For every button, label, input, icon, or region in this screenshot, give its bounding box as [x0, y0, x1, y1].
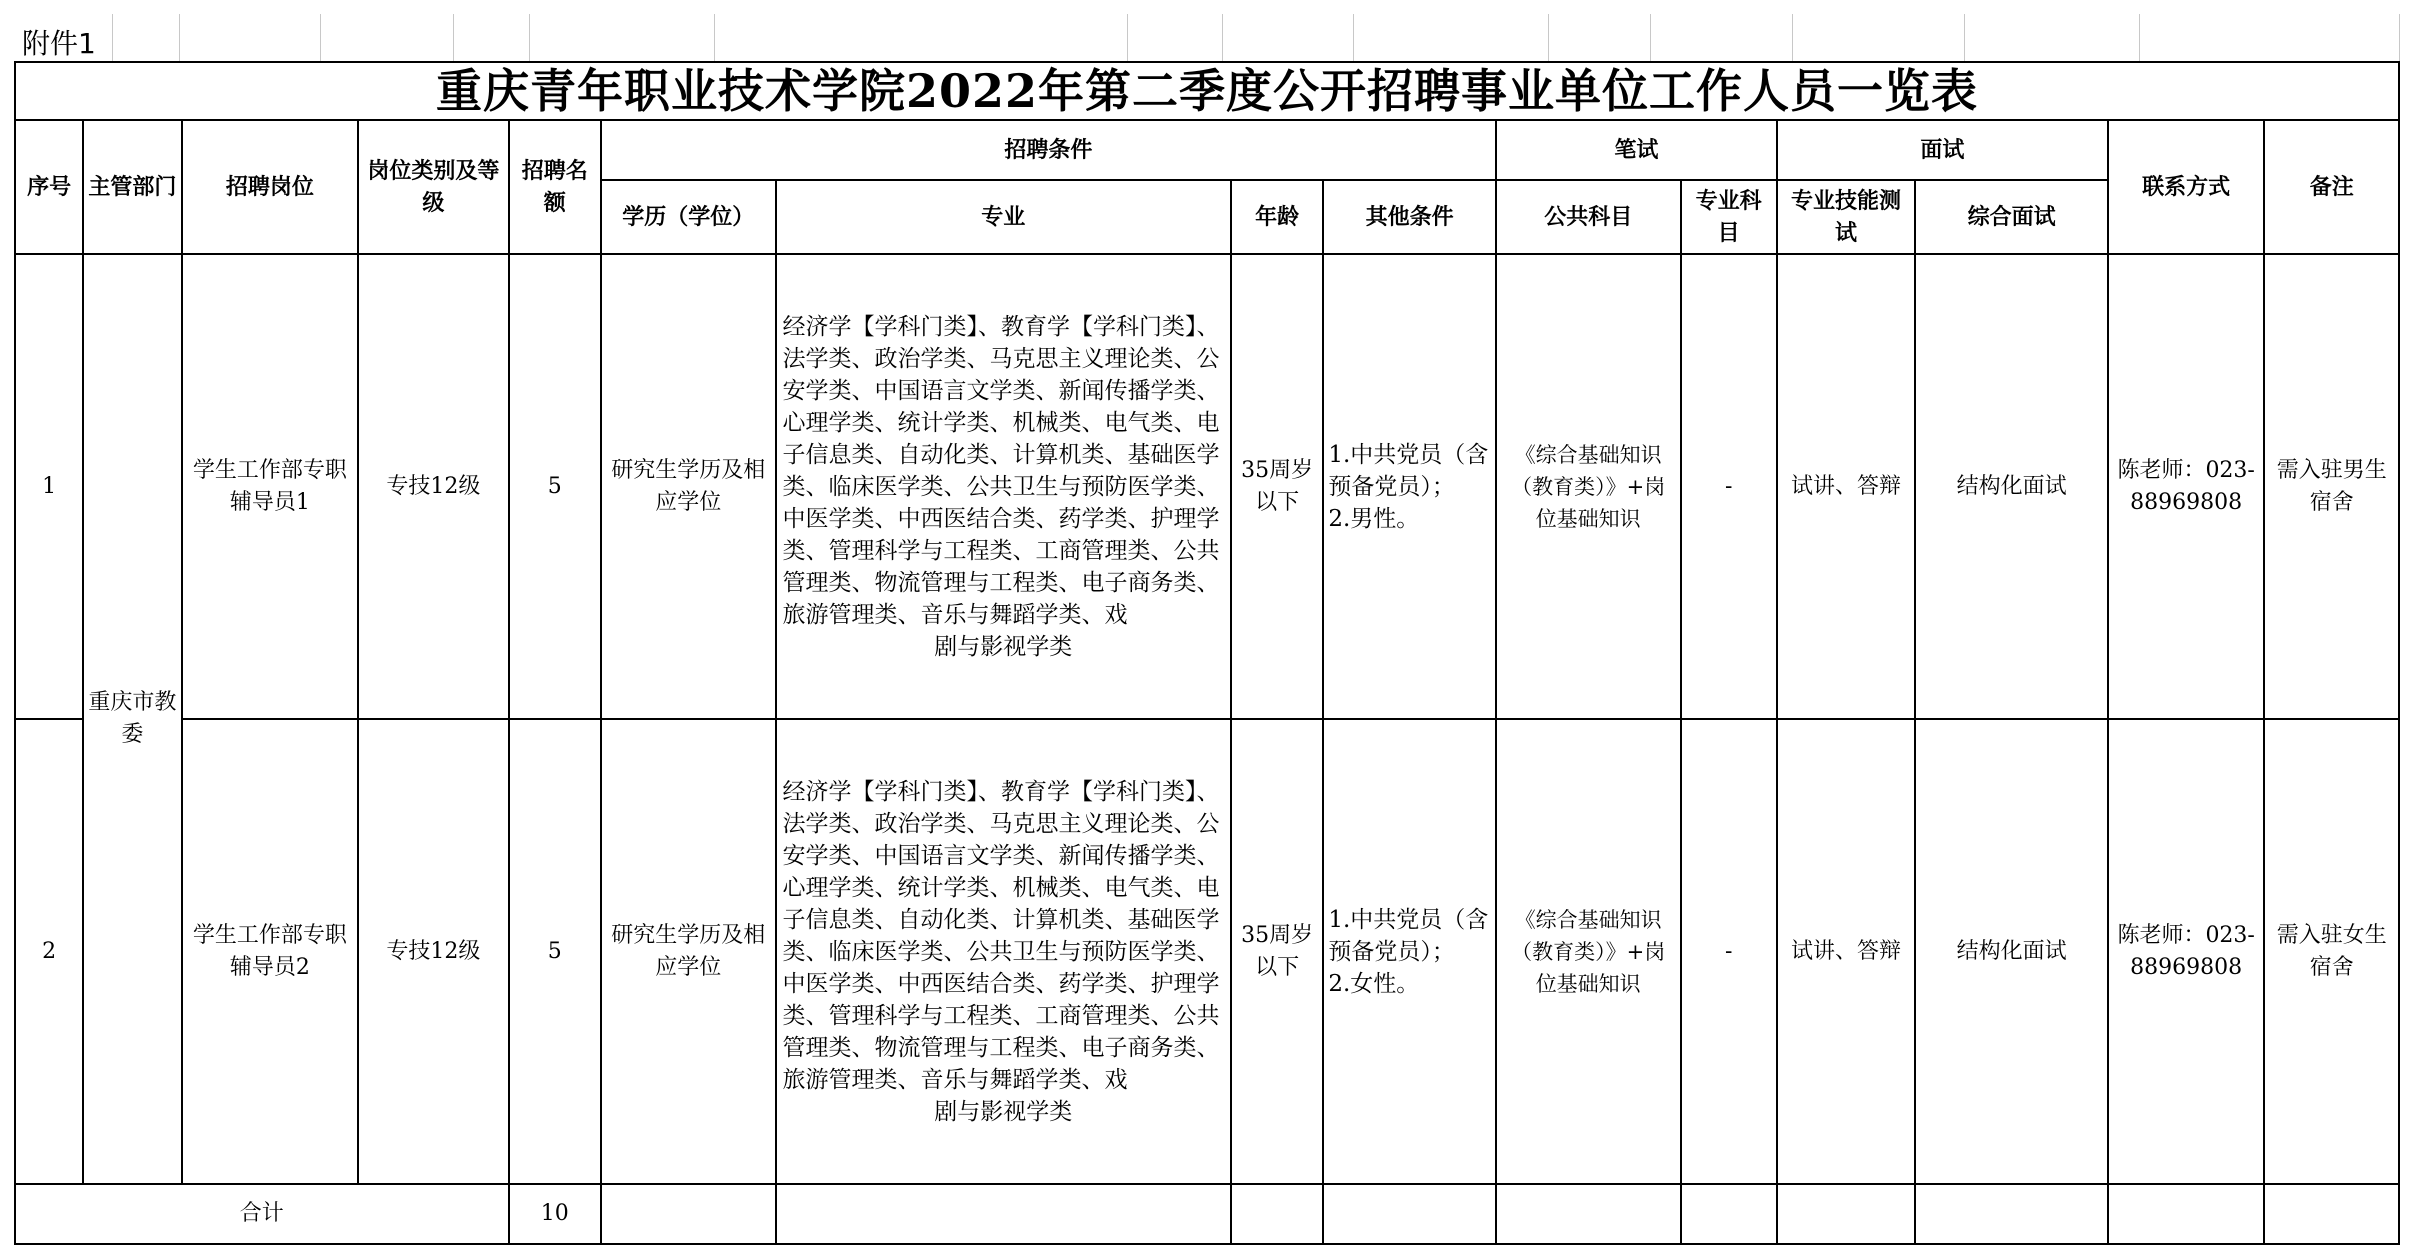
- cell-age: 35周岁以下: [1231, 254, 1323, 719]
- table-row: [15, 254, 2399, 719]
- major-text: 经济学【学科门类】、教育学【学科门类】、法学类、政治学类、马克思主义理论类、公安学类、中国语言文学类、新闻传播学类、心理学类、统计学类、机械类、电气类、电子信息类、自动化类、计算机类、基础医学类、临床医学类、公共卫生与预防医学类、中医学类、中西医结合类、药学类、护理学类、管理科学与工程类、工商管理类、公共管理类、物流管理与工程类、电子商务类、旅游管理类、音乐与舞蹈学类、戏: [782, 313, 1220, 628]
- header-interview: 面试: [1777, 120, 2108, 180]
- header-dept: 主管部门: [83, 120, 181, 254]
- cell-major-subject: -: [1681, 719, 1777, 1184]
- total-empty: [1231, 1184, 1323, 1244]
- other-condition-2: 2.女性。: [1328, 970, 1420, 997]
- total-empty: [2264, 1184, 2399, 1244]
- cell-major-subject: -: [1681, 254, 1777, 719]
- header-general-interview: 综合面试: [1915, 180, 2108, 254]
- total-quota: 10: [509, 1184, 601, 1244]
- header-category: 岗位类别及等级: [358, 120, 509, 254]
- cell-seq: 1: [15, 254, 83, 719]
- cell-remark: 需入驻女生宿舍: [2264, 719, 2399, 1184]
- major-text: 经济学【学科门类】、教育学【学科门类】、法学类、政治学类、马克思主义理论类、公安学类、中国语言文学类、新闻传播学类、心理学类、统计学类、机械类、电气类、电子信息类、自动化类、计算机类、基础医学类、临床医学类、公共卫生与预防医学类、中医学类、中西医结合类、药学类、护理学类、管理科学与工程类、工商管理类、公共管理类、物流管理与工程类、电子商务类、旅游管理类、音乐与舞蹈学类、戏: [782, 778, 1220, 1093]
- header-contact: 联系方式: [2108, 120, 2265, 254]
- total-empty: [1323, 1184, 1496, 1244]
- cell-seq: 2: [15, 719, 83, 1184]
- cell-contact: 陈老师：023-88969808: [2108, 719, 2265, 1184]
- cell-contact: 陈老师：023-88969808: [2108, 254, 2265, 719]
- cell-public-subject: 《综合基础知识（教育类）》+岗位基础知识: [1496, 719, 1681, 1184]
- other-condition-1: 1.中共党员（含预备党员）；: [1328, 441, 1489, 500]
- major-text-last: 剧与影视学类: [934, 633, 1073, 660]
- total-empty: [2108, 1184, 2265, 1244]
- cell-other-conditions: [1323, 719, 1496, 1184]
- table-title: 重庆青年职业技术学院2022年第二季度公开招聘事业单位工作人员一览表: [15, 62, 2399, 120]
- header-written: 笔试: [1496, 120, 1777, 180]
- header-quota: 招聘名额: [509, 120, 601, 254]
- cell-department: 重庆市教委: [83, 254, 181, 1184]
- cell-general-interview: 结构化面试: [1915, 719, 2108, 1184]
- cell-skill-test: 试讲、答辩: [1777, 719, 1915, 1184]
- annex-label: 附件1: [22, 27, 96, 60]
- table-row: [15, 719, 2399, 1184]
- total-empty: [776, 1184, 1232, 1244]
- other-condition-2: 2.男性。: [1328, 505, 1420, 532]
- total-empty: [1681, 1184, 1777, 1244]
- cell-position: 学生工作部专职辅导员2: [182, 719, 359, 1184]
- total-empty: [1777, 1184, 1915, 1244]
- cell-category: 专技12级: [358, 719, 509, 1184]
- major-text-last: 剧与影视学类: [934, 1098, 1073, 1125]
- header-major-subject: 专业科目: [1681, 180, 1777, 254]
- cell-position: 学生工作部专职辅导员1: [182, 254, 359, 719]
- annex-grid-row: [14, 14, 2400, 61]
- cell-major: [776, 719, 1232, 1184]
- header-remark: 备注: [2264, 120, 2399, 254]
- cell-general-interview: 结构化面试: [1915, 254, 2108, 719]
- header-seq: 序号: [15, 120, 83, 254]
- header-public-subject: 公共科目: [1496, 180, 1681, 254]
- recruitment-table: [14, 61, 2400, 1245]
- cell-skill-test: 试讲、答辩: [1777, 254, 1915, 719]
- cell-remark: 需入驻男生宿舍: [2264, 254, 2399, 719]
- header-education: 学历（学位）: [601, 180, 776, 254]
- header-skill-test: 专业技能测试: [1777, 180, 1915, 254]
- header-other: 其他条件: [1323, 180, 1496, 254]
- cell-other-conditions: [1323, 254, 1496, 719]
- cell-quota: 5: [509, 719, 601, 1184]
- total-row: [15, 1184, 2399, 1244]
- cell-age: 35周岁以下: [1231, 719, 1323, 1184]
- header-major: 专业: [776, 180, 1232, 254]
- cell-education: 研究生学历及相应学位: [601, 719, 776, 1184]
- header-position: 招聘岗位: [182, 120, 359, 254]
- cell-public-subject: 《综合基础知识（教育类）》+岗位基础知识: [1496, 254, 1681, 719]
- other-condition-1: 1.中共党员（含预备党员）；: [1328, 906, 1489, 965]
- cell-major: [776, 254, 1232, 719]
- total-label: 合计: [15, 1184, 509, 1244]
- total-empty: [1496, 1184, 1681, 1244]
- header-age: 年龄: [1231, 180, 1323, 254]
- cell-quota: 5: [509, 254, 601, 719]
- cell-category: 专技12级: [358, 254, 509, 719]
- total-empty: [1915, 1184, 2108, 1244]
- cell-education: 研究生学历及相应学位: [601, 254, 776, 719]
- total-empty: [601, 1184, 776, 1244]
- header-conditions: 招聘条件: [601, 120, 1496, 180]
